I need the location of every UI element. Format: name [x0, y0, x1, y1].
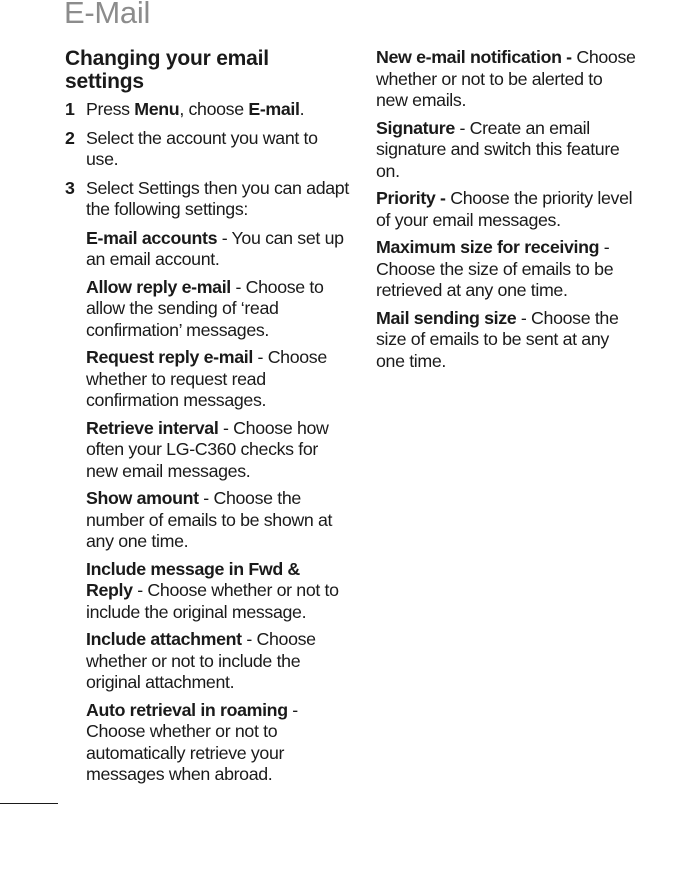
step-1: [65, 99, 349, 121]
right-column: [376, 47, 638, 378]
setting-request-reply-email: [86, 347, 349, 412]
setting-name: Allow reply e-mail: [86, 276, 231, 297]
setting-mail-sending-size: [376, 308, 638, 373]
setting-description: - Choose the number of emails to be shown at any one time.: [86, 488, 333, 551]
setting-maximum-size-receiving: [376, 237, 638, 302]
email-keyword: E-mail: [248, 99, 300, 119]
step-text: Select Settings then you can adapt the following settings:: [86, 177, 349, 219]
menu-keyword: Menu: [134, 99, 180, 119]
setting-name: Auto retrieval in roaming: [86, 699, 288, 720]
step-2: [65, 128, 349, 171]
step-text: , choose: [179, 99, 249, 119]
setting-name: Retrieve interval: [86, 417, 219, 438]
setting-signature: [376, 118, 638, 183]
step-text: .: [299, 99, 305, 119]
step-number: 2: [65, 127, 75, 148]
setting-name: Show amount: [86, 488, 199, 508]
setting-name: Mail sending size: [376, 307, 517, 328]
setting-name: Include attachment: [86, 629, 242, 649]
setting-description: Choose whether or not to be alerted to new emails.: [376, 47, 636, 110]
setting-description: - Choose the size of emails to be sent at any one time.: [376, 307, 619, 371]
setting-name: Request reply e-mail: [86, 347, 253, 367]
setting-description: - Choose how often your LG-C360 checks for new email messages.: [86, 417, 329, 481]
step-3: [65, 178, 349, 221]
setting-allow-reply-email: [86, 277, 349, 342]
setting-show-amount: [86, 488, 349, 553]
setting-priority: [376, 188, 638, 231]
setting-new-email-notification: [376, 47, 638, 112]
setting-retrieve-interval: [86, 418, 349, 483]
setting-name: E-mail accounts: [86, 227, 218, 248]
step-number: 1: [65, 99, 75, 119]
setting-description: - You can set up an email account.: [86, 227, 344, 269]
setting-description: - Choose whether or not to include the original attachment.: [86, 629, 316, 692]
step-number: 3: [65, 177, 75, 198]
setting-include-message: [86, 559, 349, 624]
section-title: Changing your email settings: [65, 47, 269, 93]
setting-description: - Choose the size of emails to be retrieved at any one time.: [376, 237, 614, 300]
page-header-title: E-Mail: [64, 0, 151, 30]
left-column: [65, 47, 349, 792]
setting-description: - Choose to allow the sending of ‘read confirmation’ messages.: [86, 276, 324, 340]
step-text: Press: [86, 99, 135, 119]
setting-name: Include message in Fwd & Reply: [86, 558, 300, 600]
setting-name: Priority -: [376, 188, 446, 208]
setting-include-attachment: [86, 629, 349, 694]
footer-divider: [0, 803, 58, 804]
setting-description: Choose the priority level of your email messages.: [376, 188, 633, 230]
setting-description: - Create an email signature and switch this feature on.: [376, 117, 620, 181]
setting-auto-retrieval-roaming: [86, 700, 349, 786]
step-text: Select the account you want to use.: [86, 127, 318, 169]
setting-name: New e-mail notification -: [376, 47, 572, 67]
setting-name: Maximum size for receiving: [376, 237, 600, 257]
setting-description: - Choose whether or not to include the original message.: [86, 580, 339, 622]
setting-name: Signature: [376, 117, 455, 138]
setting-description: - Choose whether or not to automatically retrieve your messages when abroad.: [86, 699, 298, 784]
setting-description: - Choose whether to request read confirmation messages.: [86, 347, 327, 410]
setting-email-accounts: [86, 228, 349, 271]
